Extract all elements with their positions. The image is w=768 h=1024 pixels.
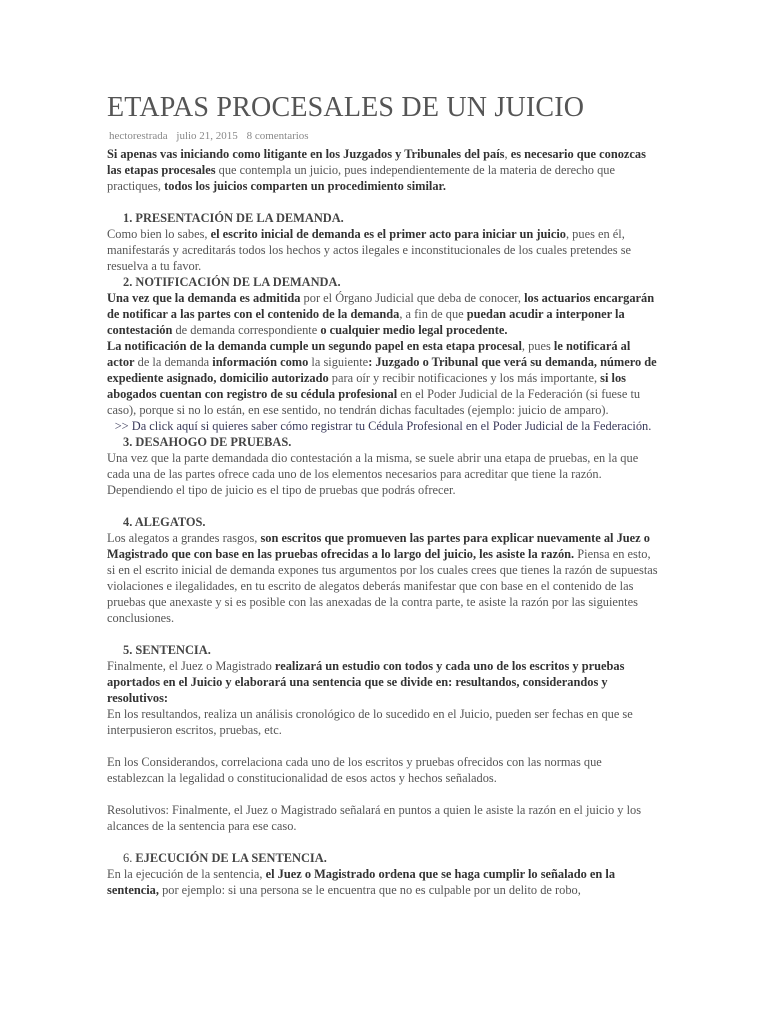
s5-bold-1: realizará un estudio con todos y cada uno de los escritos y pruebas aportados en el Juicio y elaborará una sentencia que se divide en: resultandos, considerandos y resolutivos: bbox=[107, 659, 625, 705]
s2-bold-4: o cualquier medio legal procedente. bbox=[320, 323, 508, 337]
s2-bold-6: le notificará al actor bbox=[107, 339, 631, 369]
intro-paragraph bbox=[107, 146, 659, 194]
post-date[interactable]: julio 21, 2015 bbox=[176, 130, 238, 142]
s4-text-1: Los alegatos a grandes rasgos, bbox=[107, 531, 261, 545]
intro-bold-1: Si apenas vas iniciando como litigante en los Juzgados y Tribunales del país bbox=[107, 147, 505, 161]
section-heading-5: 5. SENTENCIA. bbox=[123, 643, 211, 657]
section-5-considerandos: En los Considerandos, correlaciona cada uno de los escritos y pruebas ofrecidos con las normas que establezcan la legalidad o constitucionalidad de esos actos y hechos señalados. bbox=[107, 755, 602, 785]
section-1-paragraph bbox=[107, 226, 659, 274]
section-4-paragraph bbox=[107, 530, 659, 626]
section-heading-1: 1. PRESENTACIÓN DE LA DEMANDA. bbox=[123, 211, 344, 225]
s6-bold-1: el Juez o Magistrado ordena que se haga cumplir lo señalado en la sentencia, bbox=[107, 867, 616, 897]
s2-bold-5: La notificación de la demanda cumple un segundo papel en esta etapa procesal bbox=[107, 339, 522, 353]
s6-number: 6. bbox=[123, 851, 133, 865]
s2-text-2: , a fin de que bbox=[399, 307, 467, 321]
s4-text-2: Piensa en esto, si en el escrito inicial de demanda expones tus argumentos por los cuales crees que tienes la razón de supuestas violaciones e ilegalidades, en tu escrito de alegatos deberás manifestar que con base en el contenido de las pruebas que anexaste y si es posible con las anexadas de la contra parte, te asiste la razón por las siguientes conclusiones. bbox=[107, 547, 658, 625]
intro-bold-2: es necesario que conozcas las etapas procesales bbox=[107, 147, 646, 177]
s1-bold-1: el escrito inicial de demanda es el primer acto para iniciar un juicio bbox=[210, 227, 566, 241]
post-comments[interactable]: 8 comentarios bbox=[246, 130, 309, 142]
post-author[interactable]: hectorestrada bbox=[109, 130, 168, 142]
section-2-paragraph-2 bbox=[107, 338, 659, 418]
s2-text-1: por el Órgano Judicial que deba de conocer, bbox=[300, 291, 525, 305]
s2-text-5: de la demanda bbox=[134, 355, 213, 369]
s1-text-2: , pues en él, manifestarás y acreditarás todos los hechos y actos ilegales e inconstitucionales de los cuales pretendes se resuelva a tu favor. bbox=[107, 227, 632, 273]
article-body bbox=[107, 146, 659, 898]
section-5-resultandos: En los resultandos, realiza un análisis cronológico de lo sucedido en el Juicio, pueden ser fechas en que se interpusieron escritos, pruebas, etc. bbox=[107, 707, 633, 737]
s1-text-1: Como bien lo sabes, bbox=[107, 227, 211, 241]
intro-bold-3: todos los juicios comparten un procedimiento similar. bbox=[164, 179, 447, 193]
section-5-paragraph-1 bbox=[107, 658, 659, 706]
section-5-resolutivos: Resolutivos: Finalmente, el Juez o Magistrado señalará en puntos a quien le asiste la razón en el juicio y los alcances de la sentencia para ese caso. bbox=[107, 803, 642, 833]
s2-text-6: la siguiente bbox=[308, 355, 369, 369]
section-heading-3: 3. DESAHOGO DE PRUEBAS. bbox=[123, 435, 292, 449]
s5-text-1: Finalmente, el Juez o Magistrado bbox=[107, 659, 275, 673]
s2-bold-1: Una vez que la demanda es admitida bbox=[107, 291, 301, 305]
cedula-link[interactable]: >> Da click aquí si quieres saber cómo registrar tu Cédula Profesional en el Poder Judicial de la Federación. bbox=[114, 419, 652, 433]
section-heading-6 bbox=[107, 850, 659, 866]
s2-text-8: en el Poder Judicial de la Federación (si fuese tu caso), porque si no lo están, en ese sentido, no tendrán dichas facultades (ejemplo: juicio de amparo). bbox=[107, 387, 641, 417]
s2-text-4: , pues bbox=[521, 339, 554, 353]
section-heading-4: 4. ALEGATOS. bbox=[123, 515, 206, 529]
post-meta bbox=[109, 130, 315, 142]
intro-text-1: , bbox=[504, 147, 511, 161]
s2-bold-8: : Juzgado o Tribunal que verá su demanda, número de expediente asignado, domicilio autorizado bbox=[107, 355, 657, 385]
section-6-paragraph bbox=[107, 866, 659, 898]
s2-bold-9: si los abogados cuentan con registro de su cédula profesional bbox=[107, 371, 626, 401]
page-title: ETAPAS PROCESALES DE UN JUICIO bbox=[107, 92, 585, 123]
section-3-paragraph: Una vez que la parte demandada dio contestación a la misma, se suele abrir una etapa de pruebas, en la que cada una de las partes ofrece cada uno de los elementos necesarios para acreditar que tiene la razón. Dependiendo el tipo de juicio es el tipo de pruebas que podrás ofrecer. bbox=[107, 451, 639, 497]
s2-bold-3: puedan acudir a interponer la contestación bbox=[107, 307, 625, 337]
s2-text-3: de demanda correspondiente bbox=[172, 323, 321, 337]
s2-bold-7: información como bbox=[212, 355, 309, 369]
section-heading-2: 2. NOTIFICACIÓN DE LA DEMANDA. bbox=[123, 275, 341, 289]
s6-heading-text: EJECUCIÓN DE LA SENTENCIA. bbox=[132, 851, 327, 865]
s4-bold-1: son escritos que promueven las partes para explicar nuevamente al Juez o Magistrado que con base en las pruebas ofrecidas a lo largo del juicio, les asiste la razón. bbox=[107, 531, 650, 561]
s6-text-2: por ejemplo: si una persona se le encuentra que no es culpable por un delito de robo, bbox=[158, 883, 581, 897]
intro-text-2: que contempla un juicio, pues independientemente de la materia de derecho que practiques, bbox=[107, 163, 615, 193]
s2-bold-2: los actuarios encargarán de notificar a las partes con el contenido de la demanda bbox=[107, 291, 655, 321]
s6-text-1: En la ejecución de la sentencia, bbox=[107, 867, 266, 881]
section-2-paragraph-1 bbox=[107, 290, 659, 338]
s2-text-7: para oír y recibir notificaciones y los más importante, bbox=[328, 371, 601, 385]
